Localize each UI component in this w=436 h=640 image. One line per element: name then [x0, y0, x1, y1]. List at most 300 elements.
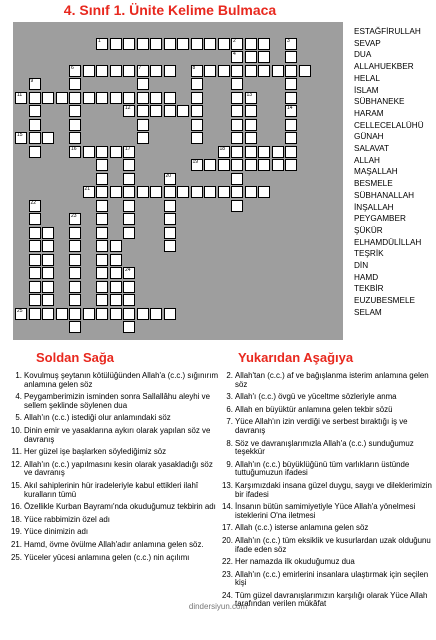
- grid-cell[interactable]: [231, 132, 243, 144]
- word-list-item: TEKBİR: [354, 284, 384, 294]
- clue-item: [219, 393, 433, 402]
- grid-cell[interactable]: [123, 227, 135, 239]
- grid-cell[interactable]: [83, 186, 95, 198]
- clue-item: [8, 372, 220, 389]
- cell-number: 11: [17, 91, 23, 98]
- cell-number: 24: [125, 267, 131, 273]
- grid-cell[interactable]: [29, 227, 41, 239]
- grid-cell[interactable]: [137, 65, 149, 77]
- grid-cell[interactable]: [69, 308, 81, 320]
- grid-cell[interactable]: [29, 267, 41, 279]
- word-list-item: BESMELE: [354, 179, 393, 189]
- cell-number: 1: [98, 37, 101, 44]
- grid-cell[interactable]: [272, 146, 284, 158]
- cell-number: 12: [125, 105, 131, 111]
- grid-cell[interactable]: [123, 92, 135, 104]
- grid-cell[interactable]: [96, 281, 108, 293]
- grid-cell[interactable]: [231, 51, 243, 63]
- grid-cell[interactable]: [204, 65, 216, 77]
- grid-cell[interactable]: [110, 240, 122, 252]
- grid-cell[interactable]: [110, 254, 122, 266]
- grid-cell[interactable]: [56, 308, 68, 320]
- grid-cell[interactable]: [42, 132, 54, 144]
- clue-number: 5.: [15, 413, 22, 423]
- grid-cell[interactable]: [204, 159, 216, 171]
- grid-cell[interactable]: [123, 281, 135, 293]
- grid-cell[interactable]: [42, 294, 54, 306]
- cell-number: 25: [17, 307, 23, 314]
- clue-item: [219, 372, 433, 389]
- grid-cell[interactable]: [285, 38, 297, 50]
- grid-cell[interactable]: [69, 105, 81, 117]
- clue-number: 3.: [226, 392, 233, 402]
- grid-cell[interactable]: [245, 105, 257, 117]
- word-list-item: HELAL: [354, 73, 380, 83]
- clue-text: Yüce rabbimizin özel adı: [24, 514, 110, 524]
- grid-cell[interactable]: [137, 119, 149, 131]
- grid-cell[interactable]: [299, 65, 311, 77]
- clue-item: [219, 461, 433, 478]
- grid-cell[interactable]: [42, 92, 54, 104]
- grid-cell[interactable]: [123, 105, 135, 117]
- cell-number: 3: [287, 37, 290, 44]
- grid-cell[interactable]: [231, 146, 243, 158]
- grid-cell[interactable]: [96, 294, 108, 306]
- grid-cell[interactable]: [96, 38, 108, 50]
- clue-number: 1.: [15, 371, 22, 380]
- clue-item: [219, 524, 433, 533]
- clue-text: İnsanın bütün samimiyetiyle Yüce Allah'a yönelmesi isteklerini O'na iletmesi: [235, 502, 416, 520]
- grid-cell[interactable]: [150, 92, 162, 104]
- grid-cell[interactable]: [164, 105, 176, 117]
- grid-cell[interactable]: [69, 146, 81, 158]
- grid-cell[interactable]: [110, 294, 122, 306]
- grid-cell[interactable]: [272, 159, 284, 171]
- grid-cell[interactable]: [191, 186, 203, 198]
- grid-cell[interactable]: [258, 65, 270, 77]
- clue-item: [219, 440, 433, 457]
- grid-cell[interactable]: [231, 78, 243, 90]
- grid-cell[interactable]: [29, 119, 41, 131]
- grid-cell[interactable]: [164, 65, 176, 77]
- grid-cell[interactable]: [96, 173, 108, 185]
- word-list-item: MAŞALLAH: [354, 167, 398, 177]
- grid-cell[interactable]: [231, 38, 243, 50]
- grid-cell[interactable]: [69, 92, 81, 104]
- clue-text: Allah en büyüktür anlamına gelen tekbir sözü: [235, 404, 393, 414]
- cell-number: 21: [84, 186, 91, 192]
- clue-text: Akıl sahiplerinin hür iradeleriyle kabul ettikleri ilahî kuralların tümü: [24, 480, 199, 499]
- grid-cell[interactable]: [285, 78, 297, 90]
- grid-cell[interactable]: [123, 173, 135, 185]
- grid-cell[interactable]: [231, 159, 243, 171]
- clue-text: Söz ve davranışlarımızla Allah'a (c.c.) sunduğumuz teşekkür: [235, 438, 414, 457]
- clue-text: Allah'ın (c.c.) tüm eksiklik ve kusurlardan uzak olduğunu ifade eden söz: [235, 535, 431, 554]
- cell-number: 19: [192, 159, 199, 165]
- grid-cell[interactable]: [15, 308, 27, 320]
- clue-number: 24.: [222, 590, 233, 600]
- word-list-item: ALLAHUEKBER: [354, 62, 414, 72]
- cell-number: 9: [30, 78, 34, 84]
- grid-cell[interactable]: [164, 186, 176, 198]
- grid-cell[interactable]: [245, 186, 257, 198]
- grid-cell[interactable]: [164, 240, 176, 252]
- cell-number: 6: [71, 64, 74, 71]
- word-list-item: GÜNAH: [354, 132, 384, 142]
- grid-cell[interactable]: [29, 294, 41, 306]
- word-list-item: ALLAH: [354, 155, 380, 165]
- grid-cell[interactable]: [42, 267, 54, 279]
- grid-cell[interactable]: [150, 65, 162, 77]
- clue-text: Yüce Allah'ın izin verdiği ve serbest bıraktığı iş ve davranış: [235, 417, 408, 435]
- clue-item: [8, 448, 220, 457]
- grid-cell[interactable]: [231, 186, 243, 198]
- clue-item: [8, 528, 220, 537]
- grid-cell[interactable]: [69, 240, 81, 252]
- clue-number: 11.: [11, 447, 22, 457]
- word-list-item: ESTAĞFİRULLAH: [354, 27, 421, 36]
- grid-cell[interactable]: [204, 38, 216, 50]
- grid-cell[interactable]: [272, 65, 284, 77]
- clue-text: Allah'ın (c.c.) yapılmasını kesin olarak yasakladığı söz ve davranış: [24, 459, 213, 478]
- word-list-item: EUZUBESMELE: [354, 296, 415, 306]
- clue-item: [8, 503, 220, 512]
- grid-cell[interactable]: [83, 308, 95, 320]
- word-list-item: CELLECELALÜHÜ: [354, 120, 424, 130]
- grid-cell[interactable]: [258, 159, 270, 171]
- grid-cell[interactable]: [137, 105, 149, 117]
- grid-cell[interactable]: [231, 200, 243, 212]
- clue-text: Dinin emir ve yasaklarına aykırı olarak yapılan söz ve davranış: [24, 425, 211, 444]
- grid-cell[interactable]: [177, 105, 189, 117]
- grid-cell[interactable]: [285, 65, 297, 77]
- clue-text: Hamd, övme övülme Allah'adır anlamına gelen söz.: [24, 539, 204, 549]
- word-list-item: SALAVAT: [354, 144, 390, 154]
- grid-cell[interactable]: [191, 92, 203, 104]
- clue-text: Yüce dinimizin adı: [24, 527, 89, 537]
- grid-cell[interactable]: [15, 92, 27, 104]
- clue-item: [8, 461, 220, 478]
- grid-cell[interactable]: [29, 78, 41, 90]
- grid-cell[interactable]: [83, 65, 95, 77]
- grid-cell[interactable]: [110, 146, 122, 158]
- clue-number: 13.: [222, 480, 233, 490]
- grid-cell[interactable]: [29, 146, 41, 158]
- grid-cell[interactable]: [123, 294, 135, 306]
- grid-cell[interactable]: [110, 92, 122, 104]
- cell-number: 18: [219, 145, 226, 152]
- grid-cell[interactable]: [96, 308, 108, 320]
- clue-number: 10.: [11, 425, 22, 435]
- grid-cell[interactable]: [42, 240, 54, 252]
- grid-cell[interactable]: [123, 213, 135, 225]
- clue-number: 20.: [222, 535, 233, 545]
- word-list-item: SELAM: [354, 307, 382, 317]
- grid-cell[interactable]: [258, 38, 270, 50]
- clue-item: [219, 418, 433, 435]
- clue-text: Yüceler yücesi anlamına gelen (c.c.) nin açılımı: [24, 552, 190, 562]
- grid-cell[interactable]: [123, 200, 135, 212]
- cell-number: 8: [192, 64, 196, 71]
- grid-cell[interactable]: [29, 281, 41, 293]
- clue-number: 7.: [226, 417, 233, 427]
- grid-cell[interactable]: [83, 146, 95, 158]
- grid-cell[interactable]: [231, 65, 243, 77]
- grid-cell[interactable]: [137, 38, 149, 50]
- grid-cell[interactable]: [285, 159, 297, 171]
- clue-item: [219, 482, 433, 499]
- site-footer: dindersiyun.com: [188, 602, 248, 611]
- grid-cell[interactable]: [204, 186, 216, 198]
- grid-cell[interactable]: [177, 38, 189, 50]
- cell-number: 16: [71, 145, 77, 152]
- grid-cell[interactable]: [245, 38, 257, 50]
- clue-number: 19.: [11, 527, 22, 537]
- down-clues: [219, 372, 433, 613]
- cell-number: 15: [17, 132, 23, 138]
- grid-cell[interactable]: [258, 186, 270, 198]
- grid-cell[interactable]: [123, 159, 135, 171]
- grid-cell[interactable]: [123, 38, 135, 50]
- grid-cell[interactable]: [137, 308, 149, 320]
- grid-cell[interactable]: [96, 159, 108, 171]
- word-list-item: SÜBHANEKE: [354, 97, 405, 107]
- grid-cell[interactable]: [110, 186, 122, 198]
- grid-cell[interactable]: [231, 92, 243, 104]
- grid-cell[interactable]: [231, 119, 243, 131]
- clue-number: 17.: [222, 523, 233, 533]
- clue-text: Allah'ın (c.c.) istediği olur anlamındaki söz: [24, 413, 171, 423]
- cell-number: 14: [287, 105, 293, 111]
- grid-cell[interactable]: [29, 132, 41, 144]
- cell-number: 22: [30, 199, 37, 206]
- grid-cell[interactable]: [137, 186, 149, 198]
- grid-cell[interactable]: [285, 119, 297, 131]
- grid-cell[interactable]: [245, 65, 257, 77]
- grid-cell[interactable]: [123, 146, 135, 158]
- grid-cell[interactable]: [96, 240, 108, 252]
- clue-text: Allah'ın (c.c.) büyüklüğünü tüm varlıkların üstünde tuttuğumuzun ifadesi: [235, 459, 410, 478]
- grid-cell[interactable]: [69, 267, 81, 279]
- grid-cell[interactable]: [42, 254, 54, 266]
- grid-cell[interactable]: [218, 38, 230, 50]
- grid-cell[interactable]: [191, 78, 203, 90]
- grid-cell[interactable]: [164, 173, 176, 185]
- clue-text: Her namazda ilk okuduğumuz dua: [235, 557, 355, 567]
- grid-cell[interactable]: [285, 105, 297, 117]
- grid-cell[interactable]: [218, 146, 230, 158]
- grid-cell[interactable]: [96, 213, 108, 225]
- clue-text: Tüm güzel davranışlarımızın karşılığı olarak Yüce Allah tarafından verilen mükâfat: [235, 590, 428, 609]
- grid-cell[interactable]: [123, 65, 135, 77]
- grid-cell[interactable]: [218, 159, 230, 171]
- word-list-item: HARAM: [354, 108, 384, 118]
- grid-cell[interactable]: [150, 308, 162, 320]
- grid-cell[interactable]: [191, 159, 203, 171]
- grid-cell[interactable]: [285, 146, 297, 158]
- clue-number: 15.: [11, 480, 22, 490]
- clue-item: [8, 393, 220, 410]
- grid-cell[interactable]: [42, 227, 54, 239]
- grid-cell[interactable]: [191, 119, 203, 131]
- grid-cell[interactable]: [15, 132, 27, 144]
- word-list-item: İSLAM: [354, 85, 379, 95]
- grid-cell[interactable]: [83, 92, 95, 104]
- page-title: 4. Sınıf 1. Ünite Kelime Bulmaca: [63, 2, 277, 18]
- grid-cell[interactable]: [110, 267, 122, 279]
- grid-cell[interactable]: [96, 92, 108, 104]
- word-list: [354, 26, 436, 319]
- clue-item: [219, 537, 433, 554]
- clue-number: 18.: [11, 514, 22, 524]
- clue-number: 8.: [226, 438, 233, 448]
- grid-cell[interactable]: [231, 173, 243, 185]
- cell-number: 2: [233, 37, 236, 44]
- across-clues: [8, 372, 220, 566]
- clue-item: [219, 406, 433, 415]
- clue-item: [8, 554, 220, 563]
- clue-text: Allah'tan (c.c.) af ve bağışlanma isterim anlamına gelen söz: [235, 371, 429, 389]
- grid-cell[interactable]: [69, 78, 81, 90]
- grid-cell[interactable]: [285, 51, 297, 63]
- cell-number: 20: [165, 172, 172, 179]
- clue-item: [219, 558, 433, 567]
- grid-cell[interactable]: [285, 132, 297, 144]
- grid-cell[interactable]: [110, 38, 122, 50]
- grid-cell[interactable]: [29, 240, 41, 252]
- grid-cell[interactable]: [123, 308, 135, 320]
- grid-cell[interactable]: [285, 92, 297, 104]
- clue-item: [8, 516, 220, 525]
- grid-cell[interactable]: [231, 105, 243, 117]
- clue-item: [8, 414, 220, 423]
- grid-cell[interactable]: [123, 267, 135, 279]
- grid-cell[interactable]: [191, 65, 203, 77]
- grid-cell[interactable]: [69, 119, 81, 131]
- clue-text: Her güzel işe başlarken söylediğimiz söz: [24, 447, 167, 457]
- down-heading: Yukarıdan Aşağıya: [238, 350, 354, 365]
- grid-cell[interactable]: [164, 200, 176, 212]
- clue-text: Peygamberimizin isminden sonra Sallallâhu aleyhi ve sellem şeklinde söylenen dua: [24, 392, 210, 410]
- grid-cell[interactable]: [164, 38, 176, 50]
- grid-cell[interactable]: [42, 281, 54, 293]
- grid-cell[interactable]: [218, 186, 230, 198]
- grid-cell[interactable]: [29, 213, 41, 225]
- grid-cell[interactable]: [96, 65, 108, 77]
- grid-cell[interactable]: [164, 227, 176, 239]
- grid-cell[interactable]: [29, 200, 41, 212]
- clue-item: [8, 427, 220, 444]
- grid-cell[interactable]: [110, 65, 122, 77]
- grid-cell[interactable]: [96, 254, 108, 266]
- grid-cell[interactable]: [96, 200, 108, 212]
- clue-item: [219, 503, 433, 520]
- grid-cell[interactable]: [177, 186, 189, 198]
- cell-number: 7: [138, 64, 142, 71]
- clue-text: Allah'ı (c.c.) övgü ve yüceltme sözleriyle anma: [235, 392, 397, 402]
- grid-cell[interactable]: [150, 186, 162, 198]
- clue-number: 21.: [11, 539, 22, 549]
- grid-cell[interactable]: [164, 92, 176, 104]
- word-list-item: TEŞRİK: [354, 249, 384, 259]
- grid-cell[interactable]: [137, 78, 149, 90]
- word-list-item: SEVAP: [354, 38, 381, 48]
- grid-cell[interactable]: [110, 281, 122, 293]
- clue-number: 9.: [226, 459, 233, 469]
- grid-cell[interactable]: [137, 92, 149, 104]
- grid-cell[interactable]: [29, 92, 41, 104]
- grid-cell[interactable]: [123, 186, 135, 198]
- word-list-item: İNŞALLAH: [354, 202, 394, 212]
- word-list-item: SÜBHANALLAH: [354, 190, 415, 200]
- grid-cell[interactable]: [69, 227, 81, 239]
- grid-cell[interactable]: [245, 146, 257, 158]
- grid-cell[interactable]: [69, 132, 81, 144]
- clue-number: 12.: [11, 459, 22, 469]
- grid-cell[interactable]: [110, 308, 122, 320]
- grid-cell[interactable]: [96, 227, 108, 239]
- grid-cell[interactable]: [164, 213, 176, 225]
- cell-number: 23: [71, 213, 77, 219]
- grid-cell[interactable]: [245, 92, 257, 104]
- grid-cell[interactable]: [191, 38, 203, 50]
- grid-cell[interactable]: [69, 321, 81, 333]
- clue-text: Allah'ın (c.c.) emirlerini insanlara ulaştırmak için seçilen kişi: [235, 569, 429, 588]
- grid-cell[interactable]: [96, 146, 108, 158]
- grid-cell[interactable]: [164, 308, 176, 320]
- grid-cell[interactable]: [258, 51, 270, 63]
- grid-cell[interactable]: [96, 267, 108, 279]
- grid-cell[interactable]: [56, 92, 68, 104]
- grid-cell[interactable]: [258, 146, 270, 158]
- grid-cell[interactable]: [150, 38, 162, 50]
- word-list-item: PEYGAMBER: [354, 214, 406, 224]
- grid-cell[interactable]: [245, 51, 257, 63]
- grid-cell[interactable]: [69, 213, 81, 225]
- grid-cell[interactable]: [29, 254, 41, 266]
- clue-number: 22.: [222, 557, 233, 567]
- grid-cell[interactable]: [29, 105, 41, 117]
- grid-cell[interactable]: [69, 294, 81, 306]
- word-list-item: ŞÜKÜR: [354, 225, 383, 235]
- grid-cell[interactable]: [96, 186, 108, 198]
- grid-cell[interactable]: [29, 308, 41, 320]
- grid-cell[interactable]: [245, 119, 257, 131]
- word-list-item: HAMD: [354, 272, 379, 282]
- grid-cell[interactable]: [137, 132, 149, 144]
- grid-cell[interactable]: [42, 308, 54, 320]
- grid-cell[interactable]: [191, 105, 203, 117]
- clue-number: 14.: [222, 502, 233, 512]
- clue-number: 6.: [226, 404, 233, 414]
- grid-cell[interactable]: [123, 321, 135, 333]
- cell-number: 13: [246, 91, 253, 98]
- grid-cell[interactable]: [150, 105, 162, 117]
- cell-number: 17: [125, 145, 131, 152]
- grid-cell[interactable]: [191, 132, 203, 144]
- grid-cell[interactable]: [218, 65, 230, 77]
- grid-cell[interactable]: [69, 254, 81, 266]
- crossword-grid: [13, 22, 343, 340]
- grid-cell[interactable]: [245, 132, 257, 144]
- grid-cell[interactable]: [69, 65, 81, 77]
- cell-number: 4: [233, 51, 236, 57]
- clue-item: [219, 571, 433, 588]
- grid-cell[interactable]: [245, 159, 257, 171]
- clue-text: Allah (c.c.) isterse anlamına gelen söz: [235, 523, 369, 533]
- grid-cell[interactable]: [69, 281, 81, 293]
- word-list-item: DUA: [354, 50, 372, 60]
